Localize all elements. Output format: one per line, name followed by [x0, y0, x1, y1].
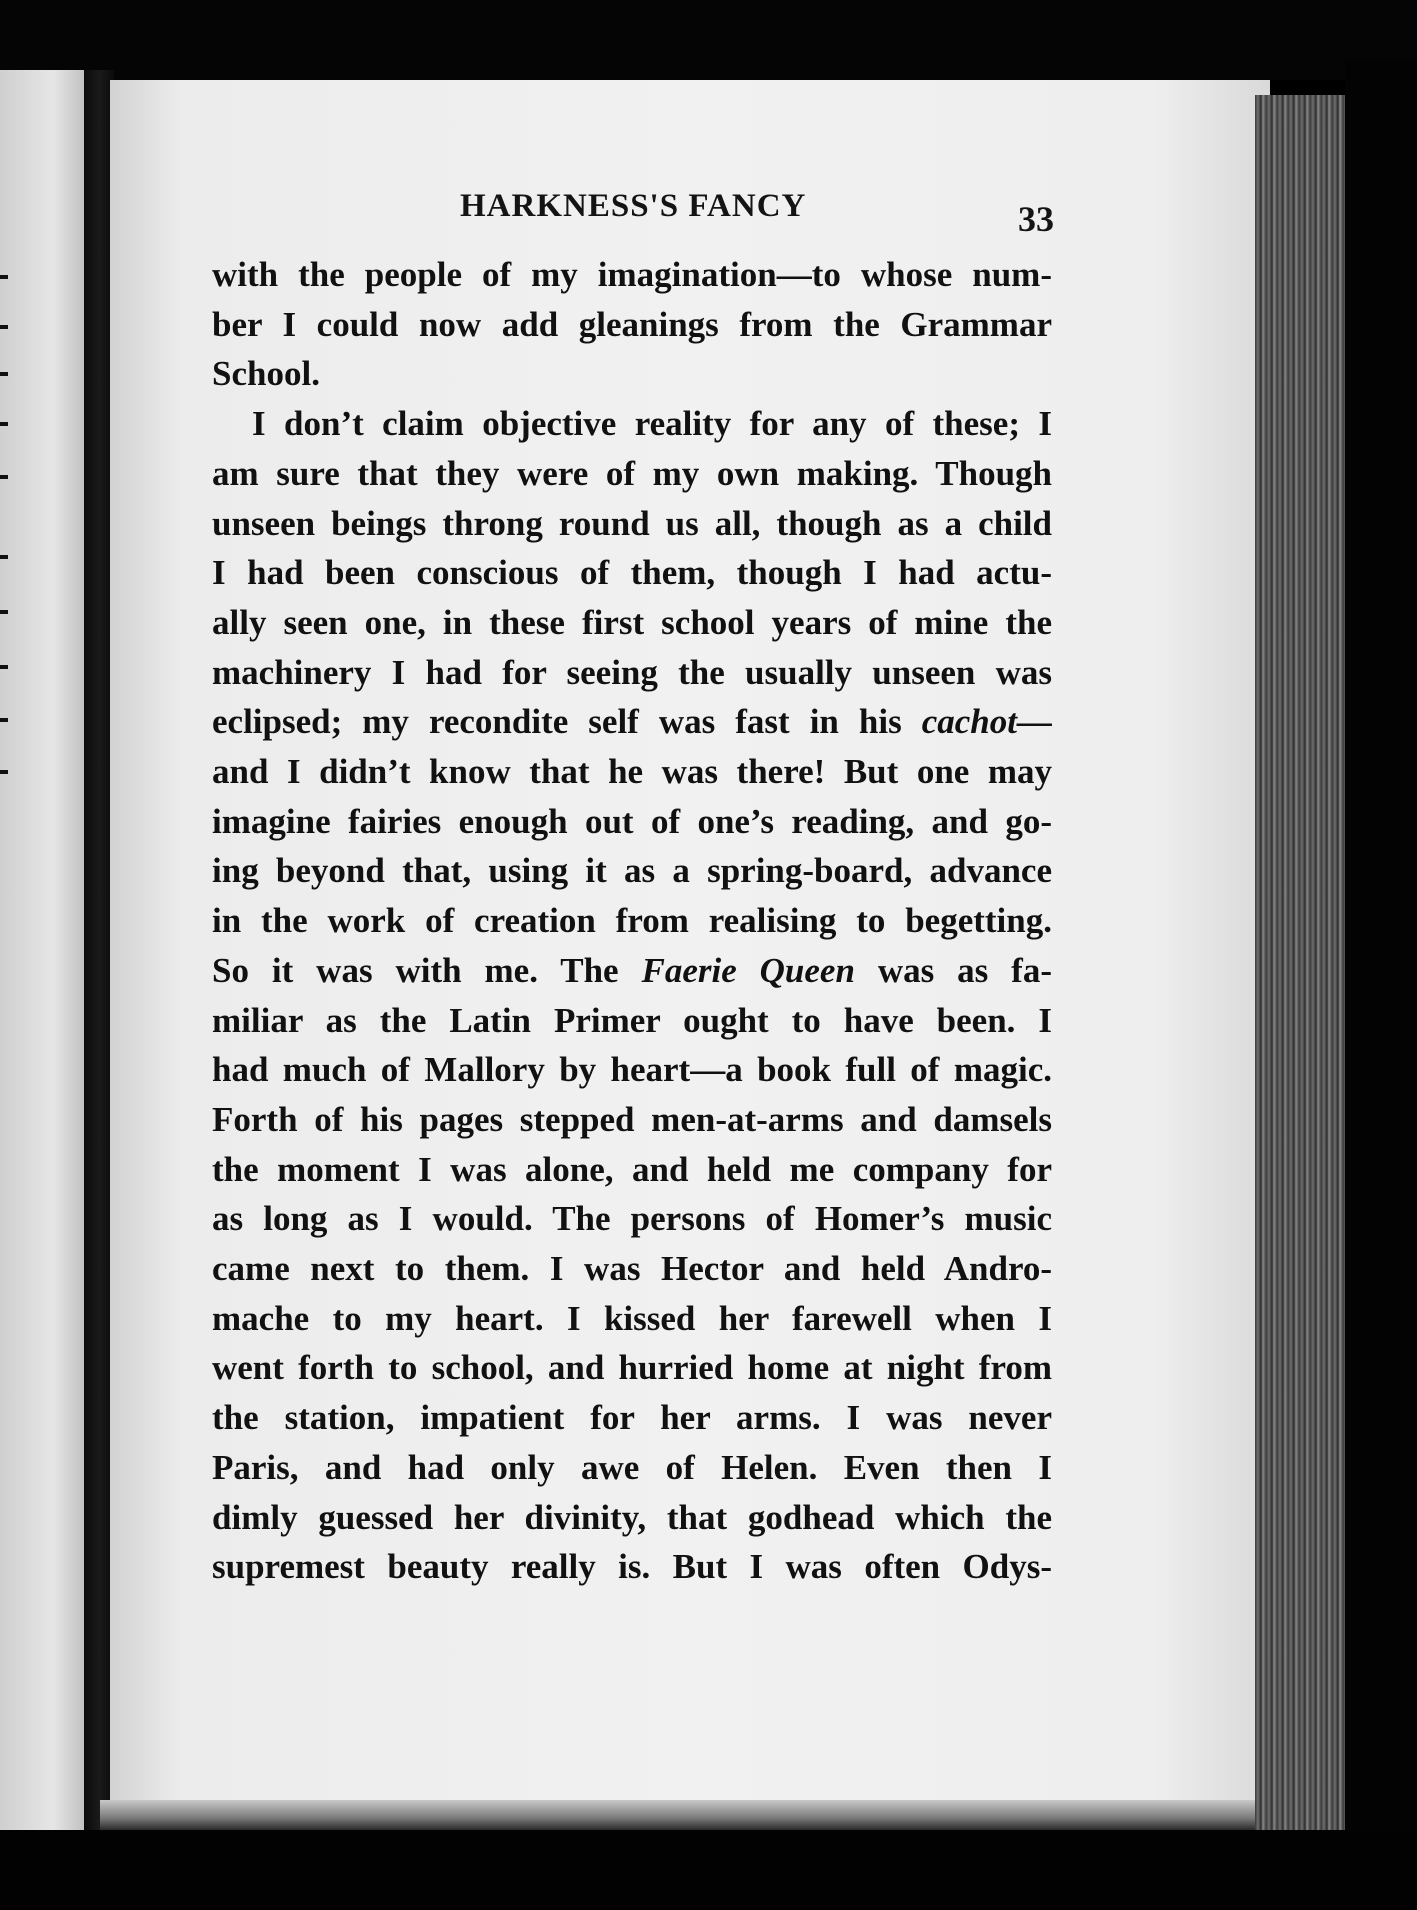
- text-line: am sure that they were of my own making. Though: [212, 453, 1052, 493]
- previous-page-text-fragment: [0, 275, 8, 279]
- scan-top-border: [0, 0, 1417, 80]
- text-line: Paris, and had only awe of Helen. Even then I: [212, 1447, 1052, 1487]
- italic-word: cachot—: [921, 702, 1052, 742]
- previous-page-text-fragment: [0, 610, 8, 614]
- text-line: as long as I would. The persons of Homer’s music: [212, 1199, 1052, 1239]
- text-line: ber I could now add gleanings from the Grammar: [212, 304, 1052, 344]
- previous-page-text-fragment: [0, 422, 8, 426]
- previous-page-text-fragment: [0, 475, 8, 479]
- previous-page-text-fragment: [0, 555, 8, 559]
- paragraph: [212, 399, 1052, 1592]
- text-line: ing beyond that, using it as a spring-board, advance: [212, 851, 1052, 891]
- text-line: Forth of his pages stepped men-at-arms and damsels: [212, 1099, 1052, 1139]
- text-line: with the people of my imagination—to whose num-: [212, 255, 1052, 294]
- page-bottom-edge: [100, 1800, 1280, 1830]
- text-line-segment: was as fa-: [854, 950, 1052, 990]
- running-head: [210, 188, 1060, 238]
- text-line: mache to my heart. I kissed her farewell when I: [212, 1298, 1052, 1338]
- scan-bottom-border: [0, 1830, 1417, 1910]
- body-text: [212, 250, 1052, 1592]
- text-line: ally seen one, in these first school years of mine the: [212, 602, 1052, 642]
- text-line: had much of Mallory by heart—a book full of magic.: [212, 1050, 1052, 1090]
- page-number: 33: [1018, 199, 1054, 239]
- text-line: in the work of creation from realising to begetting.: [212, 901, 1052, 941]
- text-line: imagine fairies enough out of one’s reading, and go-: [212, 801, 1052, 841]
- text-line: School.: [212, 354, 320, 394]
- text-line-segment: So it was with me. The: [212, 950, 642, 990]
- previous-page-edge: [0, 70, 88, 1830]
- text-line: I don’t claim objective reality for any of these; I: [252, 404, 1052, 444]
- previous-page-text-fragment: [0, 325, 8, 329]
- running-head-title: HARKNESS'S FANCY: [460, 188, 807, 224]
- text-line: the station, impatient for her arms. I was never: [212, 1398, 1052, 1438]
- previous-page-text-fragment: [0, 372, 8, 376]
- text-line: [212, 697, 1052, 747]
- text-line: miliar as the Latin Primer ought to have been. I: [212, 1000, 1052, 1040]
- text-line: and I didn’t know that he was there! But one may: [212, 752, 1052, 792]
- text-line: came next to them. I was Hector and held Andro-: [212, 1249, 1052, 1289]
- previous-page-text-fragment: [0, 718, 8, 722]
- text-line: dimly guessed her divinity, that godhead which the: [212, 1497, 1052, 1537]
- book-fore-edge: [1255, 95, 1350, 1840]
- paragraph: [212, 250, 1052, 399]
- previous-page-text-fragment: [0, 665, 8, 669]
- text-line: [212, 946, 1052, 996]
- text-line-segment: eclipsed; my recondite self was fast in his: [212, 702, 922, 742]
- text-line: the moment I was alone, and held me company for: [212, 1149, 1052, 1189]
- text-line: I had been conscious of them, though I had actu-: [212, 553, 1052, 593]
- scan-right-border: [1345, 60, 1417, 1910]
- text-line: unseen beings throng round us all, though as a child: [212, 503, 1052, 543]
- italic-title: Faerie Queen: [641, 950, 855, 990]
- text-line: machinery I had for seeing the usually unseen was: [212, 652, 1052, 692]
- text-line: supremest beauty really is. But I was often Odys-: [212, 1547, 1052, 1587]
- text-line: went forth to school, and hurried home at night from: [212, 1348, 1052, 1388]
- previous-page-text-fragment: [0, 770, 8, 774]
